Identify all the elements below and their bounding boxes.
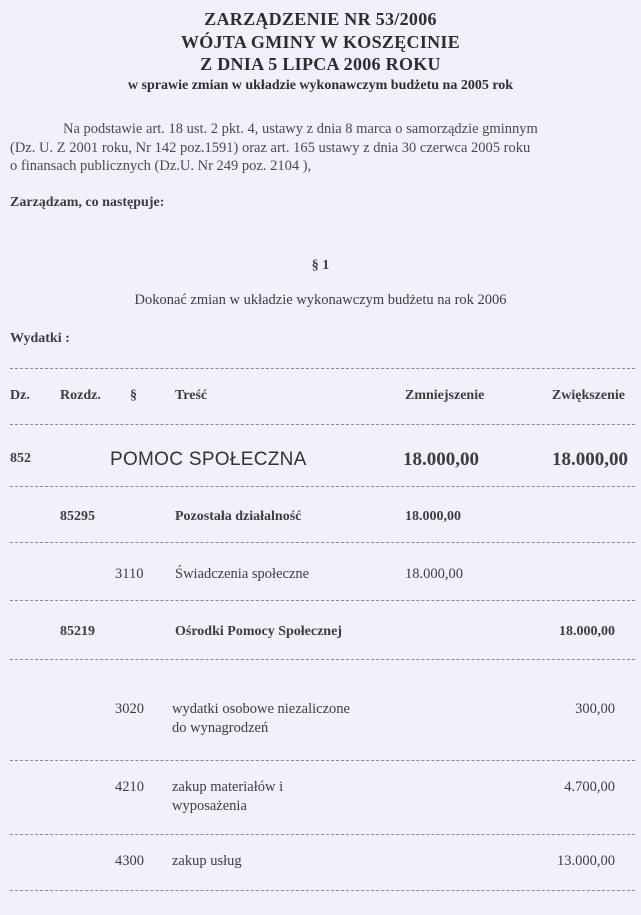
header-tresc: Treść <box>175 388 208 403</box>
row-rozdzial: 85219 <box>60 624 95 639</box>
row-zwiekszenie: 13.000,00 <box>557 853 615 869</box>
decree-statement: Zarządzam, co następuje: <box>10 195 165 210</box>
table-divider <box>10 890 635 891</box>
dzial-number: 852 <box>10 451 31 466</box>
document-title-line-2: WÓJTA GMINY W KOSZĘCINIE <box>180 32 461 52</box>
row-tresc: Ośrodki Pomocy Społecznej <box>175 624 342 639</box>
table-divider <box>10 834 635 835</box>
row-paragraph: 4210 <box>115 779 144 795</box>
row-zwiekszenie: 18.000,00 <box>559 624 615 639</box>
row-tresc-line-1: zakup materiałów i <box>172 779 284 795</box>
header-paragraph: § <box>130 388 137 403</box>
dzial-name: POMOC SPOŁECZNA <box>110 449 307 470</box>
table-divider <box>10 424 635 425</box>
document-title-line-3: Z DNIA 5 LIPCA 2006 ROKU <box>200 54 441 74</box>
table-divider <box>10 542 635 543</box>
expenses-label: Wydatki : <box>10 331 70 346</box>
dzial-zwiekszenie: 18.000,00 <box>552 449 628 470</box>
preamble-line-3: o finansach publicznych (Dz.U. Nr 249 poz. 2104 ), <box>10 158 312 174</box>
header-zwiekszenie: Zwiększenie <box>551 388 625 403</box>
preamble-line-1: Na podstawie art. 18 ust. 2 pkt. 4, ustawy z dnia 8 marca o samorządzie gminnym <box>63 121 538 137</box>
section-text: Dokonać zmian w układzie wykonawczym budżetu na rok 2006 <box>134 292 507 308</box>
table-divider <box>10 659 635 660</box>
table-divider <box>10 486 635 487</box>
row-zmniejszenie: 18.000,00 <box>405 566 463 582</box>
row-tresc-line-2: do wynagrodzeń <box>172 720 269 736</box>
row-tresc: Pozostała działalność <box>175 509 302 524</box>
row-tresc-line-1: wydatki osobowe niezaliczone <box>172 701 350 717</box>
dzial-zmniejszenie: 18.000,00 <box>403 449 479 470</box>
table-divider <box>10 600 635 601</box>
row-paragraph: 4300 <box>115 853 144 869</box>
document-title-line-1: ZARZĄDZENIE NR 53/2006 <box>204 9 437 29</box>
document-subject: w sprawie zmian w układzie wykonawczym budżetu na 2005 rok <box>127 78 514 93</box>
row-tresc-line-2: wyposażenia <box>172 798 247 814</box>
row-paragraph: 3110 <box>115 566 144 582</box>
section-mark: § 1 <box>311 258 330 273</box>
header-zmniejszenie: Zmniejszenie <box>405 388 485 403</box>
row-paragraph: 3020 <box>115 701 144 717</box>
header-dz: Dz. <box>10 388 30 403</box>
row-tresc: zakup usług <box>172 853 242 869</box>
header-rozdz: Rozdz. <box>60 388 101 403</box>
row-zwiekszenie: 4.700,00 <box>564 779 615 795</box>
table-divider <box>10 760 635 761</box>
preamble-line-2: (Dz. U. Z 2001 roku, Nr 142 poz.1591) oraz art. 165 ustawy z dnia 30 czerwca 2005 roku <box>10 140 531 156</box>
row-zwiekszenie: 300,00 <box>575 701 615 717</box>
table-divider <box>10 368 635 369</box>
row-tresc: Świadczenia społeczne <box>175 566 310 582</box>
row-zmniejszenie: 18.000,00 <box>405 509 461 524</box>
row-rozdzial: 85295 <box>60 509 95 524</box>
